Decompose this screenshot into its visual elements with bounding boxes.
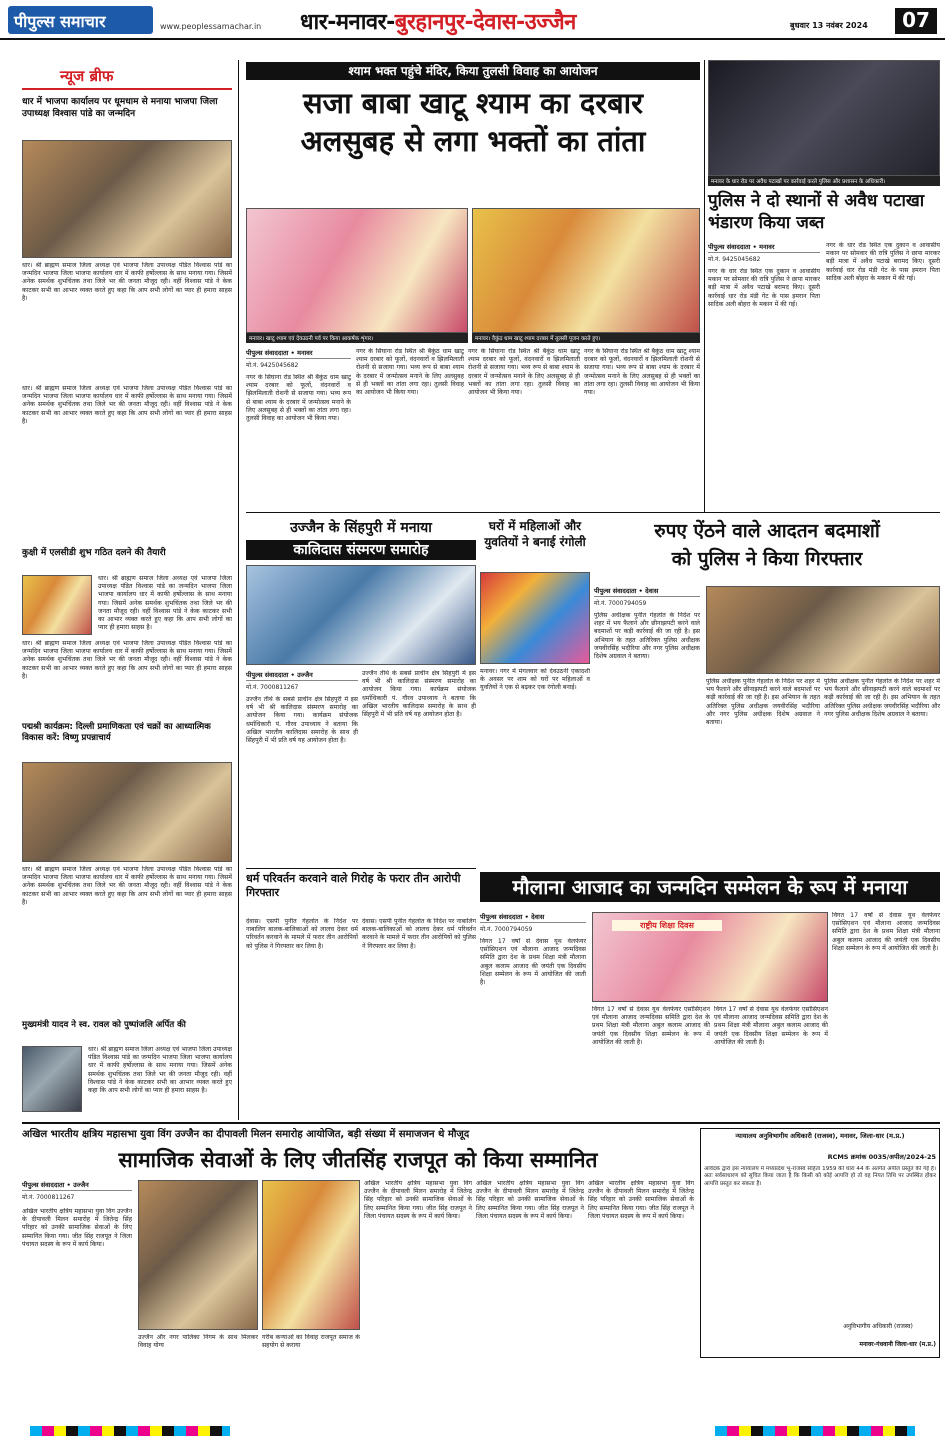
brief-body-cont: धार। श्री ब्राह्मण समाज जिला अध्यक्ष एवं भाजपा जिला उपाध्यक्ष पंडित विश्वास पांडे का जन्मदिन भाजपा जिला भाजपा कार्यालय धार में काफी हर्षोल्लास के साथ मनाया गया। जिसमें अनेक समर्थक शुभचिंतक तथा जिले भर की जनता मौजूद रही। वहीं विश्वास पांडे ने केक काटकर सभी का आभार व्यक्त करते हुए कहा कि आप सभी लोगों का प्यार ही हमारा साहस है। <box>22 385 232 425</box>
maulana-body-col-3: विगत 17 वर्षों से देवास यूथ वेलफेयर एसोसिएशन एवं मौलाना आजाद जन्मदिवस समिति द्वारा देश के प्रथम शिक्षा मंत्री मौलाना अबुल कलाम आजाद की जयंती एक दिवसीय शिक्षा सम्मेलन के रूप में आयोजित की जाती है। <box>714 1006 828 1046</box>
kalidas-photo <box>246 565 476 665</box>
khatu-body-col-1: नगर के सिंघाना रोड स्थित श्री बैकुंठ धाम खाटू श्याम दरबार को फूलों, वंदनवारों व झिलमिलाती रोशनी से सजाया गया। भव्य रूप से बाबा श्याम के दरबार में जन्मोत्सव मनाने के लिए अलसुबह से ही भक्तों का तांता लगा रहा। तुलसी विवाह का आयोजन भी किया गया। <box>246 374 351 423</box>
edition-part-3: देवास-उज्जैन <box>473 10 576 35</box>
rangoli-headline: घरों में महिलाओं और युवतियों ने बनाई रंगोली <box>484 519 586 549</box>
column-divider-mid <box>704 60 705 512</box>
edition-title <box>300 6 576 36</box>
kshatriya-kicker: अखिल भारतीय क्षत्रिय महासभा युवा विंग उज्जैन का दीपावली मिलन समारोह आयोजित, बड़ी संख्या में समाजजन थे मौजूद <box>22 1129 470 1140</box>
kalidas-body-col-2: उज्जैन तीर्थ के सबसे प्राचीन क्षेत्र सिंहपुरी में इस वर्ष भी श्री कालिदास संस्मरण समारोह का आयोजन किया गया। कार्यक्रम संयोजक धर्माधिकारी पं. गौरव उपाध्याय ने बताया कि अखिल भारतीय कालिदास समारोह के साथ ही सिंहपुरी में भी प्रति वर्ष यह आयोजन होता है। <box>362 670 476 719</box>
patakha-body-col-1: नगर के धार रोड स्थित एक दुकान व आवासीय मकान पर सोमवार की रात्रि पुलिस ने छापा मारकर बड़ी मात्रा में अवैध पटाखे बरामद किए। दूसरी कार्रवाई धार रोड मंडी गेट के पास इमरान पिता सादिक अली बोहरा के मकान में की गई। <box>708 268 820 308</box>
brief-subhead-2: पद्मश्री कार्यक्रम: दिल्ली प्रमाणिकता एवं चक्रों का आध्यात्मिक विकास करें: विष्णु प्रपन्नाचार्य <box>22 722 211 743</box>
khatu-byline: पीपुल्स संवाददाता • मनावर <box>246 348 351 359</box>
badmash-body-col-1: पुलिस अधीक्षक पुनीत गेहलोत के निर्देश पर शहर में भय फैलाने और छीनाझपटी करने वाले बदमाशों पर कड़ी कार्रवाई की जा रही है। इस अभियान के तहत अतिरिक्त पुलिस अधीक्षक जयवीरसिंह भदौरिया और नगर पुलिस अधीक्षक दिशेष अग्रवाल ने बताया। <box>594 612 700 661</box>
news-brief-label: न्यूज ब्रीफ <box>60 67 114 85</box>
brief-body-4: धार। श्री ब्राह्मण समाज जिला अध्यक्ष एवं भाजपा जिला उपाध्यक्ष पंडित विश्वास पांडे का जन्मदिन भाजपा जिला भाजपा कार्यालय धार में काफी हर्षोल्लास के साथ मनाया गया। जिसमें अनेक समर्थक शुभचिंतक तथा जिले भर की जनता मौजूद रही। वहीं विश्वास पांडे ने केक काटकर सभी का आभार व्यक्त करते हुए कहा कि आप सभी लोगों का प्यार ही हमारा साहस है। <box>22 866 232 906</box>
row-divider-1 <box>246 512 940 513</box>
kshatriya-caption-2: गरीब कन्याओं का विवाह राजपूत समाज के सहयोग से कराया <box>262 1334 360 1350</box>
kshatriya-headline: सामाजिक सेवाओं के लिए जीतसिंह राजपूत को किया सम्मानित <box>118 1148 598 1172</box>
page-number: 07 <box>895 8 937 34</box>
maulana-headline: मौलाना आजाद का जन्मदिन सम्मेलन के रूप में मनाया <box>480 872 940 902</box>
patakha-body-col-2: नगर के धार रोड स्थित एक दुकान व आवासीय मकान पर सोमवार की रात्रि पुलिस ने छापा मारकर बड़ी मात्रा में अवैध पटाखे बरामद किए। दूसरी कार्रवाई धार रोड मंडी गेट के पास इमरान पिता सादिक अली बोहरा के मकान में की गई। <box>826 242 940 282</box>
khatu-caption-1: मनावर। खाटू श्याम एवं देवउठनी पर्व पर किया आकर्षक शृंगार। <box>246 333 468 343</box>
kalidas-headline-line-2: कालिदास संस्मरण समारोह <box>246 540 476 560</box>
patakha-byline: पीपुल्स संवाददाता • मनावर <box>708 242 820 253</box>
maulana-body-col-4: विगत 17 वर्षों से देवास यूथ वेलफेयर एसोसिएशन एवं मौलाना आजाद जन्मदिवस समिति द्वारा देश के प्रथम शिक्षा मंत्री मौलाना अबुल कलाम आजाद की जयंती एक दिवसीय शिक्षा सम्मेलन के रूप में आयोजित की जाती है। <box>832 912 940 952</box>
brief-body: धार। श्री ब्राह्मण समाज जिला अध्यक्ष एवं भाजपा जिला उपाध्यक्ष पंडित विश्वास पांडे का जन्मदिन भाजपा जिला भाजपा कार्यालय धार में काफी हर्षोल्लास के साथ मनाया गया। जिसमें अनेक समर्थक शुभचिंतक तथा जिले भर की जनता मौजूद रही। वहीं विश्वास पांडे ने केक काटकर सभी का आभार व्यक्त करते हुए कहा कि आप सभी लोगों का प्यार ही हमारा साहस है। <box>22 262 232 302</box>
kshatriya-body-col-3: अखिल भारतीय क्षत्रिय महासभा युवा विंग उज्जैन के दीपावली मिलन समारोह में जितेन्द्र सिंह परिहार को उनकी सामाजिक सेवाओं के लिए सम्मानित किया गया। जीत सिंह राजपूत ने जिला पंचायत सदस्य के रूप में कार्य किया। <box>476 1180 584 1220</box>
row-divider-2 <box>246 868 476 869</box>
legal-body: आवेदक द्वारा इस न्यायालय में मध्यप्रदेश भू-राजस्व संहिता 1959 की धारा 44 के अंतर्गत अपील प्रस्तुत की गई है। अतः सर्वसाधारण को सूचित किया जाता है कि किसी को कोई आपत्ति हो तो वह नियत तिथि पर उपस्थित होकर आपत्ति प्रस्तुत कर सकता है। <box>704 1166 936 1187</box>
brief-body-3: धार। श्री ब्राह्मण समाज जिला अध्यक्ष एवं भाजपा जिला उपाध्यक्ष पंडित विश्वास पांडे का जन्मदिन भाजपा जिला भाजपा कार्यालय धार में काफी हर्षोल्लास के साथ मनाया गया। जिसमें अनेक समर्थक शुभचिंतक तथा जिले भर की जनता मौजूद रही। वहीं विश्वास पांडे ने केक काटकर सभी का आभार व्यक्त करते हुए कहा कि आप सभी लोगों का प्यार ही हमारा साहस है। <box>22 640 232 680</box>
patakha-headline: पुलिस ने दो स्थानों से अवैध पटाखा भंडारण किया जब्त <box>708 191 925 233</box>
kalidas-body-col-1: उज्जैन तीर्थ के सबसे प्राचीन क्षेत्र सिंहपुरी में इस वर्ष भी श्री कालिदास संस्मरण समारोह का आयोजन किया गया। कार्यक्रम संयोजक धर्माधिकारी पं. गौरव उपाध्याय ने बताया कि अखिल भारतीय कालिदास समारोह के साथ ही सिंहपुरी में भी प्रति वर्ष यह आयोजन होता है। <box>246 696 358 745</box>
brief-photo-birthday <box>22 140 232 258</box>
patakha-caption: मनावर के धार रोड पर अवैध पटाखों पर कार्रवाई करते पुलिस और प्रशासन के अधिकारी। <box>708 176 940 186</box>
badmash-headline-line-2: को पुलिस ने किया गिरफ्तार <box>671 548 863 570</box>
khatu-headline-line-1: सजा बाबा खाटू श्याम का दरबार <box>302 86 644 120</box>
badmash-body-col-2: पुलिस अधीक्षक पुनीत गेहलोत के निर्देश पर शहर में भय फैलाने और छीनाझपटी करने वाले बदमाशों पर कड़ी कार्रवाई की जा रही है। इस अभियान के तहत अतिरिक्त पुलिस अधीक्षक जयवीरसिंह भदौरिया और नगर पुलिस अधीक्षक दिशेष अग्रवाल ने बताया। <box>706 678 820 727</box>
vahan-headline: धर्म परिवर्तन करवाने वाले गिरोह के फरार तीन आरोपी गिरफ्तार <box>246 872 461 899</box>
vahan-body-col-2: देवास। एसपी पुनीत गेहलोत के निर्देश पर नाबालिग बालक-बालिकाओं को लालच देकर धर्म परिवर्तन करवाने के मामले में फरार तीन आरोपियों को पुलिस ने गिरफ्तार कर लिया है। <box>362 918 476 950</box>
patakha-photo <box>708 60 940 176</box>
brief-body-2: धार। श्री ब्राह्मण समाज जिला अध्यक्ष एवं भाजपा जिला उपाध्यक्ष पंडित विश्वास पांडे का जन्मदिन भाजपा जिला भाजपा कार्यालय धार में काफी हर्षोल्लास के साथ मनाया गया। जिसमें अनेक समर्थक शुभचिंतक तथा जिले भर की जनता मौजूद रही। वहीं विश्वास पांडे ने केक काटकर सभी का आभार व्यक्त करते हुए कहा कि आप सभी लोगों का प्यार ही हमारा साहस है। <box>98 575 232 632</box>
kshatriya-body-col-2: अखिल भारतीय क्षत्रिय महासभा युवा विंग उज्जैन के दीपावली मिलन समारोह में जितेन्द्र सिंह परिहार को उनकी सामाजिक सेवाओं के लिए सम्मानित किया गया। जीत सिंह राजपूत ने जिला पंचायत सदस्य के रूप में कार्य किया। <box>364 1180 472 1220</box>
khatu-body-col-3: नगर के सिंघाना रोड स्थित श्री बैकुंठ धाम खाटू श्याम दरबार को फूलों, वंदनवारों व झिलमिलाती रोशनी से सजाया गया। भव्य रूप से बाबा श्याम के दरबार में जन्मोत्सव मनाने के लिए अलसुबह से ही भक्तों का तांता लगा रहा। तुलसी विवाह का आयोजन भी किया गया। <box>468 348 580 397</box>
brief-subhead-3: मुख्यमंत्री यादव ने स्व. रावल को पुष्पांजलि अर्पित की <box>22 1020 186 1030</box>
brief-photo-2 <box>22 575 92 635</box>
legal-case-number: RCMS क्रमांक 0035/अपील/2024-25 <box>827 1153 936 1161</box>
maulana-mobile: मो.नं. 7000794059 <box>480 926 533 933</box>
maulana-body-col-1: विगत 17 वर्षों से देवास यूथ वेलफेयर एसोसिएशन एवं मौलाना आजाद जन्मदिवस समिति द्वारा देश के प्रथम शिक्षा मंत्री मौलाना अबुल कलाम आजाद की जयंती एक दिवसीय शिक्षा सम्मेलन के रूप में आयोजित की जाती है। <box>480 938 586 987</box>
badmash-mobile: मो.नं. 7000794059 <box>594 600 647 607</box>
khatu-headline-line-2: अलसुबह से लगा भक्तों का तांता <box>300 124 646 158</box>
registration-marks-left <box>30 1426 230 1436</box>
legal-signature: अनुविभागीय अधिकारी (राजस्व) <box>843 1323 913 1330</box>
khatu-body-col-2: नगर के सिंघाना रोड स्थित श्री बैकुंठ धाम खाटू श्याम दरबार को फूलों, वंदनवारों व झिलमिलाती रोशनी से सजाया गया। भव्य रूप से बाबा श्याम के दरबार में जन्मोत्सव मनाने के लिए अलसुबह से ही भक्तों का तांता लगा रहा। तुलसी विवाह का आयोजन भी किया गया। <box>356 348 464 397</box>
kalidas-byline: पीपुल्स संवाददाता • उज्जैन <box>246 670 358 681</box>
rangoli-photo <box>480 572 590 664</box>
khatu-photo-2 <box>472 208 700 333</box>
kshatriya-photo-1 <box>138 1180 258 1330</box>
khatu-body-col-4: नगर के सिंघाना रोड स्थित श्री बैकुंठ धाम खाटू श्याम दरबार को फूलों, वंदनवारों व झिलमिलाती रोशनी से सजाया गया। भव्य रूप से बाबा श्याम के दरबार में जन्मोत्सव मनाने के लिए अलसुबह से ही भक्तों का तांता लगा रहा। तुलसी विवाह का आयोजन भी किया गया। <box>584 348 700 397</box>
row-divider-3 <box>22 1122 940 1124</box>
legal-heading: न्यायालय अनुविभागीय अधिकारी (राजस्व), मनावर, जिला-धार (म.प्र.) <box>735 1132 905 1140</box>
badmash-body-col-3: पुलिस अधीक्षक पुनीत गेहलोत के निर्देश पर शहर में भय फैलाने और छीनाझपटी करने वाले बदमाशों पर कड़ी कार्रवाई की जा रही है। इस अभियान के तहत अतिरिक्त पुलिस अधीक्षक जयवीरसिंह भदौरिया और नगर पुलिस अधीक्षक दिशेष अग्रवाल ने बताया। <box>824 678 940 718</box>
kshatriya-body-col-1: अखिल भारतीय क्षत्रिय महासभा युवा विंग उज्जैन के दीपावली मिलन समारोह में जितेन्द्र सिंह परिहार को उनकी सामाजिक सेवाओं के लिए सम्मानित किया गया। जीत सिंह राजपूत ने जिला पंचायत सदस्य के रूप में कार्य किया। <box>22 1208 132 1248</box>
website-url[interactable]: www.peoplessamachar.in <box>160 22 262 31</box>
kshatriya-caption-1: उज्जैन और नगर पालिका निगम के साथ मिलकर विवाह योग्य <box>138 1334 258 1350</box>
rangoli-body: मनावर। नगर में मंगलवार को देवउठनी एकादशी के अवसर पर शाम को घरों पर महिलाओं व युवतियों ने एक से बढ़कर एक रंगोली बनाई। <box>480 668 590 692</box>
khatu-photo-1 <box>246 208 468 333</box>
brand-name: पीपुल्स समाचार <box>14 12 106 31</box>
news-brief-label-underline <box>22 88 232 90</box>
brief-photo-4 <box>22 1046 82 1112</box>
kalidas-headline-line-1: उज्जैन के सिंहपुरी में मनाया <box>290 520 432 536</box>
edition-part-1: धार-मनावर- <box>300 10 395 35</box>
vahan-body-col-1: देवास। एसपी पुनीत गेहलोत के निर्देश पर नाबालिग बालक-बालिकाओं को लालच देकर धर्म परिवर्तन करवाने के मामले में फरार तीन आरोपियों को पुलिस ने गिरफ्तार कर लिया है। <box>246 918 358 950</box>
khatu-mobile: मो.नं. 9425045682 <box>246 362 299 369</box>
maulana-byline: पीपुल्स संवाददाता • देवास <box>480 912 586 923</box>
kshatriya-byline: पीपुल्स संवाददाता • उज्जैन <box>22 1180 132 1191</box>
brief-subhead-1: कुक्षी में एलसीडी शुभ गठित दलने की तैयारी <box>22 548 166 558</box>
brief-photo-3 <box>22 762 232 862</box>
maulana-body-col-2: विगत 17 वर्षों से देवास यूथ वेलफेयर एसोसिएशन एवं मौलाना आजाद जन्मदिवस समिति द्वारा देश के प्रथम शिक्षा मंत्री मौलाना अबुल कलाम आजाद की जयंती एक दिवसीय शिक्षा सम्मेलन के रूप में आयोजित की जाती है। <box>592 1006 710 1046</box>
kshatriya-photo-2 <box>262 1180 360 1330</box>
patakha-mobile: मो.नं. 9425045682 <box>708 256 761 263</box>
column-divider-left <box>238 60 239 1120</box>
khatu-caption-2: मनावर। वैकुंठ धाम खाटू श्याम दरबार में तुलसी पूजन करते हुए। <box>472 333 700 343</box>
badmash-photo <box>706 586 940 674</box>
brief-body-5: धार। श्री ब्राह्मण समाज जिला अध्यक्ष एवं भाजपा जिला उपाध्यक्ष पंडित विश्वास पांडे का जन्मदिन भाजपा जिला भाजपा कार्यालय धार में काफी हर्षोल्लास के साथ मनाया गया। जिसमें अनेक समर्थक शुभचिंतक तथा जिले भर की जनता मौजूद रही। वहीं विश्वास पांडे ने केक काटकर सभी का आभार व्यक्त करते हुए कहा कि आप सभी लोगों का प्यार ही हमारा साहस है। <box>88 1046 232 1095</box>
khatu-kicker: श्याम भक्त पहुंचे मंदिर, किया तुलसी विवाह का आयोजन <box>246 62 700 80</box>
edition-part-2: बुरहानपुर- <box>394 10 474 35</box>
kshatriya-mobile: मो.नं. 7000811267 <box>22 1194 75 1201</box>
badmash-byline: पीपुल्स संवाददाता • देवास <box>594 586 700 597</box>
maulana-banner: राष्ट्रीय शिक्षा दिवस <box>612 920 722 931</box>
kshatriya-body-col-4: अखिल भारतीय क्षत्रिय महासभा युवा विंग उज्जैन के दीपावली मिलन समारोह में जितेन्द्र सिंह परिहार को उनकी सामाजिक सेवाओं के लिए सम्मानित किया गया। जीत सिंह राजपूत ने जिला पंचायत सदस्य के रूप में कार्य किया। <box>588 1180 694 1220</box>
legal-footer: मनावर-गंधवानी जिला-धार (म.प्र.) <box>859 1341 936 1348</box>
issue-date: बुधवार 13 नवंबर 2024 <box>790 21 868 30</box>
registration-marks-right <box>715 1426 915 1436</box>
masthead <box>0 0 945 40</box>
kalidas-mobile: मो.नं. 7000811267 <box>246 684 299 691</box>
brief-headline: धार में भाजपा कार्यालय पर धूमधाम से मनाया भाजपा जिला उपाध्यक्ष विश्वास पांडे का जन्मदिन <box>22 97 218 119</box>
badmash-headline-line-1: रुपए ऐंठने वाले आदतन बदमाशों <box>654 520 880 542</box>
